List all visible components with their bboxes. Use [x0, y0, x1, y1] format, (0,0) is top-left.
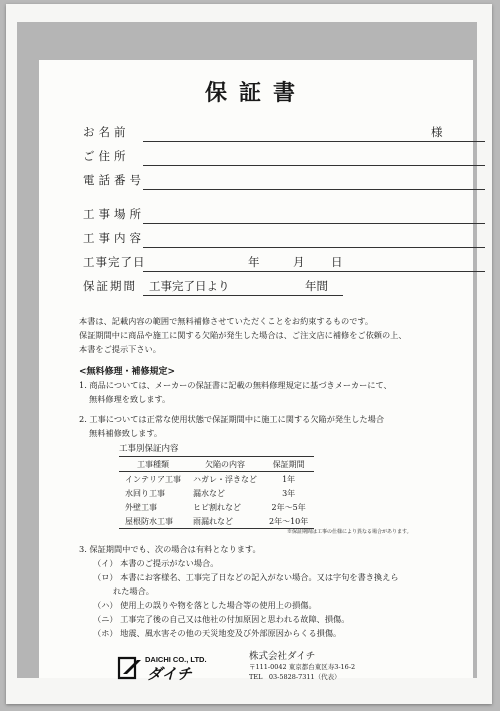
rule-3-item-ro-line-a: （ロ） 本書にお客様名、工事完了日などの記入がない場合。又は字句を書き換えら — [93, 572, 399, 582]
table-note: ※保証期間は工事の仕様により異なる場合があります。 — [287, 529, 412, 535]
table-header: 保証期間 — [263, 457, 314, 472]
period-line — [143, 295, 343, 296]
complete-label: 工事完了日 — [83, 255, 146, 269]
name-line — [143, 141, 485, 142]
daichi-logo-icon — [117, 652, 243, 682]
table-row — [119, 472, 314, 487]
rule-3-item-ha: （ハ） 使用上の誤りや物を落とした場合等の使用上の損傷。 — [93, 600, 317, 610]
content-line — [143, 247, 485, 248]
name-suffix: 様 — [431, 125, 443, 139]
table-cell: 雨漏れなど — [187, 514, 263, 529]
phone-line — [143, 189, 485, 190]
rule-1-line-b: 無料修理を致します。 — [89, 394, 171, 404]
site-label: 工事場所 — [83, 207, 145, 221]
rule-1-line-a: 1. 商品については、メーカーの保証書に記載の無料修理規定に基づきメーカーにて、 — [79, 380, 392, 390]
warranty-table — [119, 456, 314, 529]
table-header: 欠陥の内容 — [187, 457, 263, 472]
complete-year: 年 — [248, 255, 260, 269]
warranty-table-block — [119, 442, 314, 529]
period-label: 保証期間 — [83, 279, 137, 293]
address-field[interactable] — [83, 148, 485, 166]
name-field[interactable] — [83, 124, 485, 142]
table-cell: 屋根防水工事 — [119, 514, 187, 529]
complete-line — [143, 271, 485, 272]
gray-frame — [17, 22, 477, 682]
document-body — [39, 60, 473, 682]
document-title: 保証書 — [204, 80, 307, 106]
intro-line-1: 本書は、記載内容の範囲で無料補修させていただくことをお約束するものです。 — [79, 316, 374, 326]
rule-3-item-ho: （ホ） 地震、風水害その他の天災地変及び外部原因からくる損傷。 — [93, 628, 342, 638]
company-tel: TEL 03-5828-7311（代表） — [249, 673, 341, 681]
rules-heading: <無料修理・補修規定> — [79, 367, 176, 377]
rule-2-line-a: 2. 工事については正常な使用状態で保証期間中に施工に関する欠陥が発生した場合 — [79, 414, 385, 424]
phone-label: 電話番号 — [83, 173, 145, 187]
company-address: 〒111-0042 東京都台東区寿3-16-2 — [249, 663, 356, 671]
intro-paragraph — [79, 314, 439, 356]
phone-field[interactable] — [83, 172, 485, 190]
name-label: お名前 — [83, 125, 130, 139]
warranty-sheet — [6, 4, 492, 704]
rule-1 — [79, 378, 435, 406]
period-years: 年間 — [305, 279, 328, 293]
rule-2 — [79, 412, 435, 440]
address-label: ご住所 — [83, 149, 130, 163]
rule-3: 3. 保証期間中でも、次の場合は有料となります。 — [79, 544, 261, 554]
period-field[interactable] — [83, 278, 485, 296]
rule-3-item-ro-line-b: れた場合。 — [113, 586, 154, 596]
rule-2-line-b: 無料補修致します。 — [89, 428, 163, 438]
rule-3-item-i: （イ） 本書のご提示がない場合。 — [93, 558, 219, 568]
intro-line-2: 保証期間中に商品や施工に関する欠陥が発生した場合は、ご注文店に補修をご依頼の上、 — [79, 330, 407, 340]
site-field[interactable] — [83, 206, 485, 224]
table-cell: 外壁工事 — [125, 502, 157, 512]
rule-3-item-ro — [93, 570, 437, 598]
site-line — [143, 223, 485, 224]
table-cell: 1年 — [282, 474, 296, 484]
intro-line-3: 本書をご提示下さい。 — [79, 344, 161, 354]
table-cell: 漏水など — [193, 488, 225, 498]
table-cell: 3年 — [282, 488, 296, 498]
table-row — [119, 514, 314, 529]
table-header: 工事種類 — [119, 457, 187, 472]
logo-kana: ダイチ — [147, 666, 192, 682]
company-info — [249, 652, 355, 682]
content-label: 工事内容 — [83, 231, 145, 245]
table-cell: ヒビ割れなど — [193, 502, 241, 512]
rule-3-item-ni: （ニ） 工事完了後の自己又は他社の付加原因と思われる故障、損傷。 — [93, 614, 350, 624]
period-from: 工事完了日より — [149, 279, 230, 293]
complete-month: 月 — [293, 255, 305, 269]
logo-text: DAICHI CO., LTD. — [145, 655, 207, 664]
content-field[interactable] — [83, 230, 485, 248]
complete-day: 日 — [331, 255, 343, 269]
table-row — [119, 500, 314, 514]
company-logo — [117, 652, 243, 682]
table-cell: 2年～5年 — [271, 502, 306, 512]
warranty-table-caption: 工事別保証内容 — [119, 444, 179, 454]
table-cell: ハガレ・浮きなど — [193, 474, 257, 484]
address-line — [143, 165, 485, 166]
company-name: 株式会社ダイチ — [249, 651, 316, 662]
table-cell: 2年～10年 — [263, 514, 314, 529]
table-row — [119, 486, 314, 500]
table-cell: インテリア工事 — [125, 474, 181, 484]
table-cell: 水回り工事 — [125, 488, 165, 498]
complete-date-field[interactable] — [83, 254, 485, 272]
table-header-row — [119, 457, 314, 472]
